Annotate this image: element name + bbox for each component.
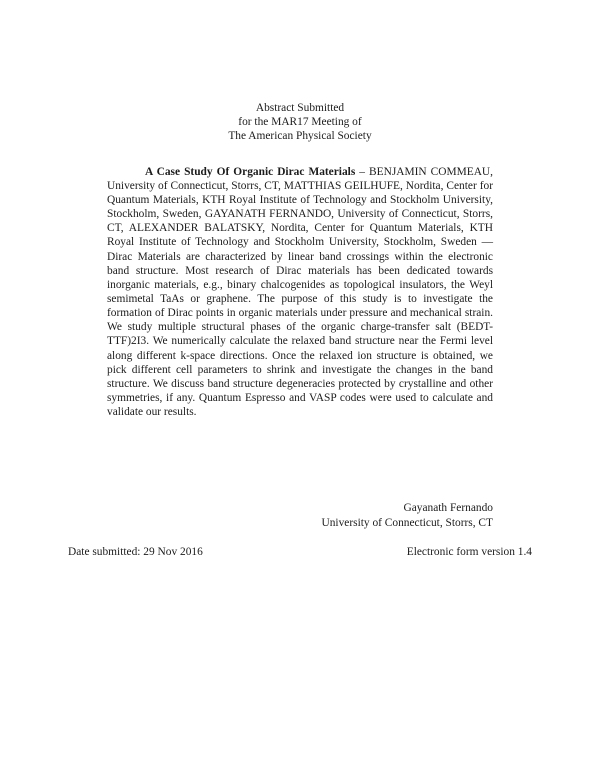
abstract-header [0,0,600,144]
header-line-submitted: Abstract Submitted [255,102,345,114]
footer-row [68,545,532,559]
abstract-title: A Case Study Of Organic Dirac Materials [145,165,356,178]
header-line-society: The American Physical Society [228,130,372,143]
signature-affiliation: University of Connecticut, Storrs, CT [321,516,493,529]
abstract-paragraph [107,165,493,420]
header-line-meeting: for the MAR17 Meeting of [238,116,362,129]
form-version-label: Electronic form version 1.4 [406,545,532,558]
title-separator: – [355,165,370,178]
signature-name: Gayanath Fernando [403,502,493,515]
date-submitted-label: Date submitted: 29 Nov 2016 [68,545,203,558]
signature-block [107,501,493,529]
abstract-body-text: BENJAMIN COMMEAU, University of Connecticut, Storrs, CT, MATTHIAS GEILHUFE, Nordita, Center for Quantum Materials, KTH Royal Institute of Technology and Stockholm University, Stockholm, Sweden, GAYANATH FERNANDO, University of Connecticut, Storrs, CT, ALEXANDER BALATSKY, Nordita, Center for Quantum Materials, KTH Royal Institute of Technology and Stockholm University, Stockholm, Sweden — Dirac Materials are characterized by linear band crossings within the electronic band structure. Most research of Dirac materials has been dedicated towards inorganic materials, e.g., binary chalcogenides as topological insulators, the Weyl semimetal TaAs or graphene. The purpose of this study is to investigate the formation of Dirac points in organic materials under pressure and mechanical strain. We study multiple structural phases of the organic charge-transfer salt (BEDT-TTF)2I3. We numerically calculate the relaxed band structure near the Fermi level along different k-space directions. Once the relaxed ion structure is obtained, we pick different cell parameters to shrink and investigate the changes in the band structure. We discuss band structure degeneracies protected by crystalline and other symmetries, if any. Quantum Espresso and VASP codes were used to calculate and validate our results. [107,165,494,419]
